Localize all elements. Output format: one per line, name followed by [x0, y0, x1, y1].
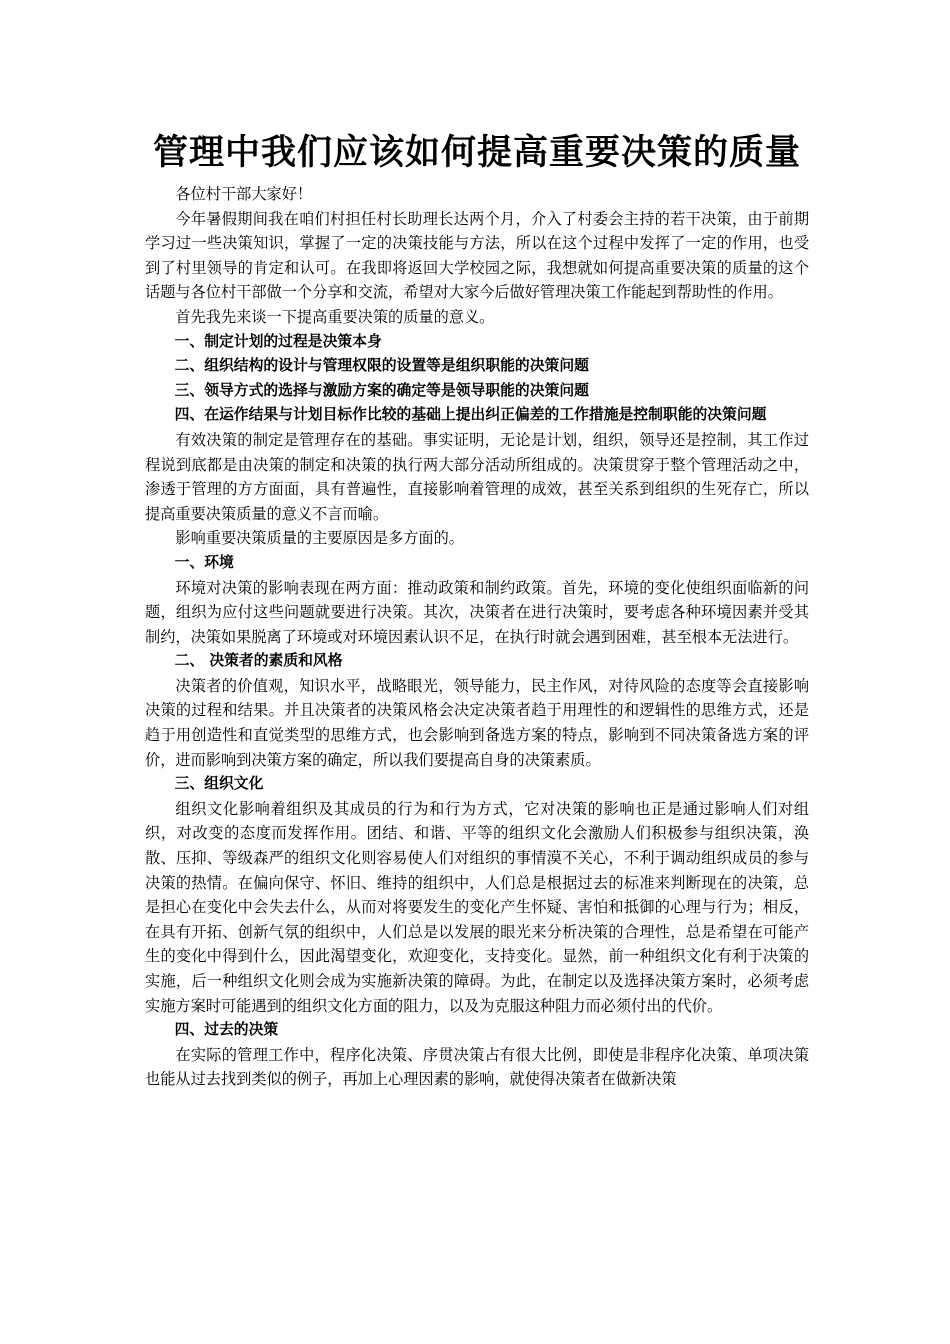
paragraph: 组织文化影响着组织及其成员的行为和行为方式，它对决策的影响也正是通过影响人们对组织，对改变的态度而发挥作用。团结、和谐、平等的组织文化会激励人们积极参与组织决策，涣散、压抑、等级森严的组织文化则容易使人们对组织的事情漠不关心，不利于调动组织成员的参与决策的热情。在偏向保守、怀旧、维持的组织中，人们总是根据过去的标准来判断现在的决策，总是担心在变化中会失去什么，从而对将要发生的变化产生怀疑、害怕和抵御的心理与行为；相反，在具有开拓、创新气氛的组织中，人们总是以发展的眼光来分析决策的合理性，总是希望在可能产生的变化中得到什么，因此渴望变化，欢迎变化，支持变化。显然，前一种组织文化有利于决策的实施，后一种组织文化则会成为实施新决策的障碍。为此，在制定以及选择决策方案时，必须考虑实施方案时可能遇到的组织文化方面的阻力，以及为克服这种阻力而必须付出的代价。: [145, 799, 809, 1015]
section-heading: 三、组织文化: [174, 775, 264, 793]
document-page: [145, 128, 809, 1092]
paragraph: 环境对决策的影响表现在两方面：推动政策和制约政策。首先，环境的变化使组织面临新的问题，组织为应付这些问题就要进行决策。其次，决策者在进行决策时，要考虑各种环境因素并受其制约，决策如果脱离了环境或对环境因素认识不足，在执行时就会遇到困难，甚至根本无法进行。: [145, 578, 809, 646]
paragraph: 首先我先来谈一下提高重要决策的质量的意义。: [175, 307, 495, 326]
section-heading: 一、环境: [174, 553, 234, 571]
paragraph: 在实际的管理工作中，程序化决策、序贯决策占有很大比例，即使是非程序化决策、单项决策也能从过去找到类似的例子，再加上心理因素的影响，就使得决策者在做新决策: [145, 1045, 809, 1089]
paragraph: 影响重要决策质量的主要原因是多方面的。: [175, 529, 464, 548]
paragraph: 有效决策的制定是管理存在的基础。事实证明，无论是计划，组织，领导还是控制，其工作过程说到底都是由决策的制定和决策的执行两大部分活动所组成的。决策贯穿于整个管理活动之中，渗透于管理的方方面面，具有普遍性，直接影响着管理的成效，甚至关系到组织的生死存亡，所以提高重要决策质量的意义不言而喻。: [145, 430, 809, 523]
paragraph: 各位村干部大家好！: [175, 185, 313, 203]
section-heading: 四、在运作结果与计划目标作比较的基础上提出纠正偏差的工作措施是控制职能的决策问题: [174, 406, 767, 424]
section-heading: 三、领导方式的选择与激励方案的确定等是领导职能的决策问题: [174, 381, 589, 399]
section-heading: 四、过去的决策: [174, 1021, 279, 1039]
section-heading: 一、制定计划的过程是决策本身: [174, 332, 382, 350]
document-body: [145, 182, 809, 1092]
paragraph: 决策者的价值观，知识水平，战略眼光，领导能力，民主作风，对待风险的态度等会直接影响决策的过程和结果。并且决策者的决策风格会决定决策者趋于用理性的和逻辑性的思维方式，还是趋于用创造性和直觉类型的思维方式，也会影响到备选方案的特点，影响到不同决策备选方案的评价，进而影响到决策方案的确定，所以我们要提高自身的决策素质。: [145, 676, 809, 769]
paragraph: 今年暑假期间我在咱们村担任村长助理长达两个月，介入了村委会主持的若干决策，由于前期学习过一些决策知识，掌握了一定的决策技能与方法，所以在这个过程中发挥了一定的作用，也受到了村里领导的肯定和认可。在我即将返回大学校园之际，我想就如何提高重要决策的质量的这个话题与各位村干部做一个分享和交流，希望对大家今后做好管理决策工作能起到帮助性的作用。: [145, 209, 809, 302]
document-title: 管理中我们应该如何提高重要决策的质量: [152, 133, 801, 173]
section-heading: 二、组织结构的设计与管理权限的设置等是组织职能的决策问题: [174, 357, 589, 375]
section-heading: 二、 决策者的素质和风格: [174, 652, 343, 670]
